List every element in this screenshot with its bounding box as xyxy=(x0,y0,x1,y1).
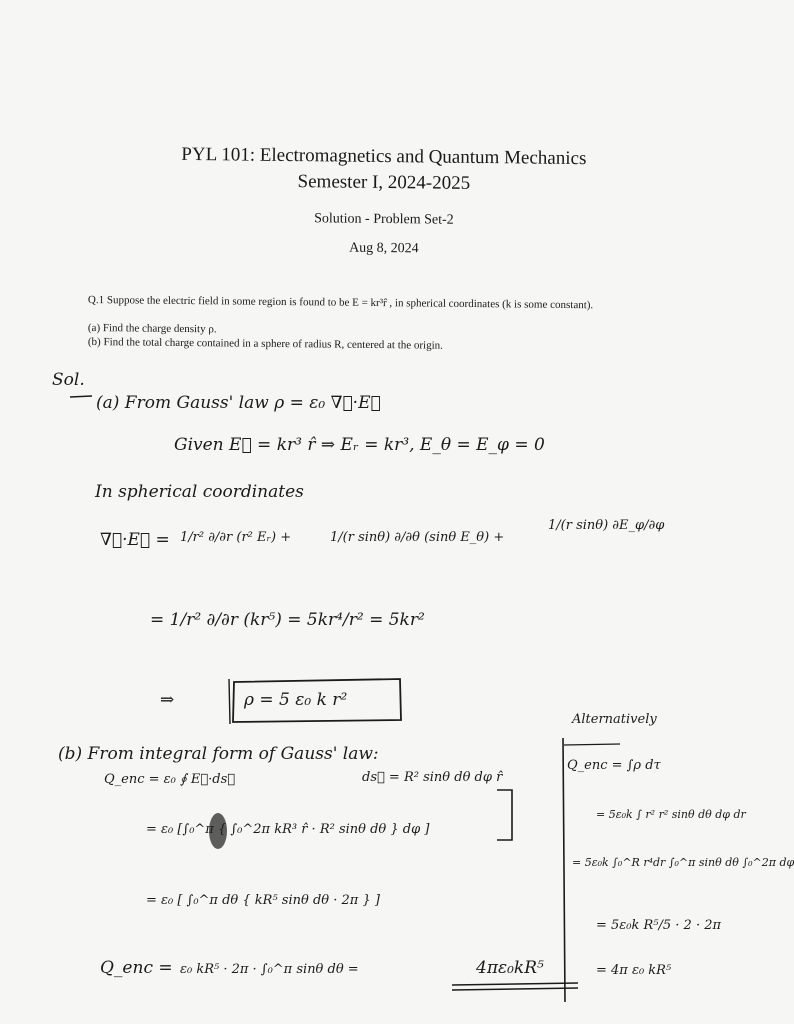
alt-divider xyxy=(563,738,565,1002)
alt-title: Alternatively xyxy=(572,712,657,727)
part-a-line-3: In spherical coordinates xyxy=(95,482,304,502)
question-part-a: (a) Find the charge density ρ. xyxy=(87,321,217,336)
qenc-definition: Q_enc = ε₀ ∮ E⃗·ds⃗ xyxy=(104,772,236,787)
part-a-line-1: (a) From Gauss' law ρ = ε₀ ∇⃗·E⃗ xyxy=(96,393,381,413)
div-line-2: = 1/r² ∂/∂r (kr⁵) = 5kr⁴/r² = 5kr² xyxy=(150,610,425,630)
document-title: Solution - Problem Set-2 xyxy=(314,211,454,228)
implies-arrow: ⇒ xyxy=(160,690,175,710)
course-title: PYL 101: Electromagnetics and Quantum Mechanics xyxy=(181,143,587,170)
div-term-1: 1/r² ∂/∂r (r² Eᵣ) + xyxy=(180,530,292,545)
question-statement: Q.1 Suppose the electric field in some region is found to be E = kr³r̂ , in spherical coordinates (k is some constant). xyxy=(87,293,594,312)
ds-definition: ds⃗ = R² sinθ dθ dφ r̂ xyxy=(362,770,503,785)
alt-line-4: = 5ε₀k R⁵/5 · 2 · 2π xyxy=(596,918,722,933)
document-date: Aug 8, 2024 xyxy=(349,240,419,257)
sol-underline xyxy=(70,396,92,397)
result-a: ρ = 5 ε₀ k r² xyxy=(244,690,348,710)
div-term-3: 1/(r sinθ) ∂E_φ/∂φ xyxy=(548,518,665,533)
part-b-line-1: (b) From integral form of Gauss' law: xyxy=(58,744,379,764)
div-term-2: 1/(r sinθ) ∂/∂θ (sinθ E_θ) + xyxy=(330,530,505,545)
part-b-line-2: = ε₀ [∫₀^π { ∫₀^2π kR³ r̂ · R² sinθ dθ } dφ ] xyxy=(146,822,430,837)
question-part-b: (b) Find the total charge contained in a sphere of radius R, centered at the origin. xyxy=(87,335,444,352)
alt-line-2: = 5ε₀k ∫ r² r² sinθ dθ dφ dr xyxy=(596,808,746,821)
div-lhs: ∇⃗·E⃗ = xyxy=(100,530,170,550)
part-b-line-4: ε₀ kR⁵ · 2π · ∫₀^π sinθ dθ = xyxy=(180,962,359,977)
alt-line-3: = 5ε₀k ∫₀^R r⁴dr ∫₀^π sinθ dθ ∫₀^2π dφ xyxy=(572,856,794,869)
bracket-right xyxy=(497,790,512,840)
semester-line: Semester I, 2024-2025 xyxy=(297,171,471,194)
qenc-final-lhs: Q_enc = xyxy=(100,958,173,978)
final-underline-1 xyxy=(452,983,578,985)
result-b: 4πε₀kR⁵ xyxy=(476,958,544,978)
final-underline-2 xyxy=(452,988,578,990)
part-a-line-2: Given E⃗ = kr³ r̂ ⇒ Eᵣ = kr³, E_θ = E_φ = 0 xyxy=(174,435,545,455)
part-b-line-3: = ε₀ [ ∫₀^π dθ { kR⁵ sinθ dθ · 2π } ] xyxy=(146,893,380,908)
alt-line-1: Q_enc = ∫ρ dτ xyxy=(567,758,661,773)
sol-label: Sol. xyxy=(52,370,85,390)
alt-line-5: = 4π ε₀ kR⁵ xyxy=(596,963,672,978)
